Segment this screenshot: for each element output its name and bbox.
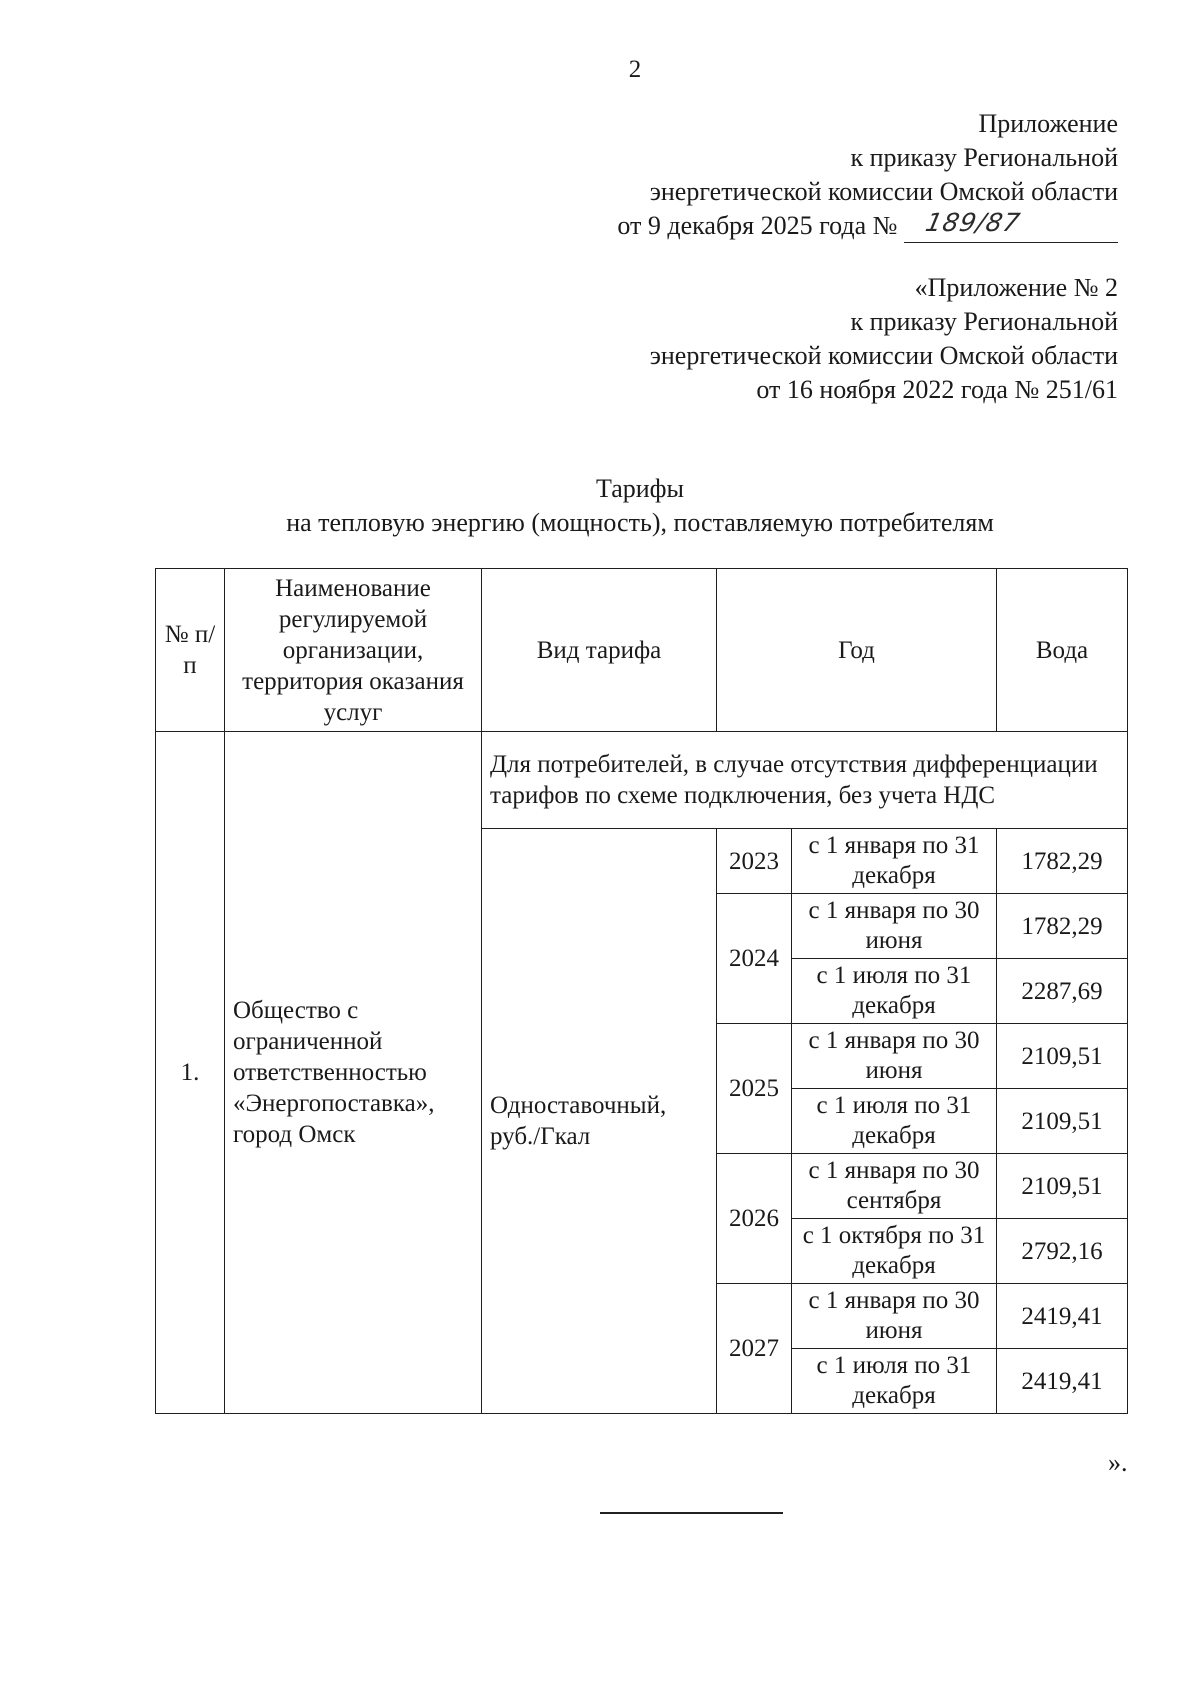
header-water: Вода: [997, 569, 1128, 732]
ref-appendix-label: «Приложение № 2: [914, 273, 1118, 302]
period-cell: с 1 июля по 31 декабря: [792, 1349, 997, 1414]
header-number: № п/п: [156, 569, 225, 732]
order-number-handwritten: 189/87: [923, 208, 1024, 237]
ref-appendix-order-ref: к приказу Региональной: [850, 307, 1118, 336]
tariff-value: 2287,69: [997, 959, 1128, 1024]
order-number-field: [904, 208, 1118, 243]
title-subtitle: на тепловую энергию (мощность), поставляемую потребителям: [286, 508, 994, 537]
ref-appendix-commission: энергетической комиссии Омской области: [649, 341, 1118, 370]
appendix-order-ref: к приказу Региональной: [850, 143, 1118, 172]
period-cell: с 1 января по 30 июня: [792, 894, 997, 959]
period-cell: с 1 октября по 31 декабря: [792, 1219, 997, 1284]
table-header-row: [156, 569, 1128, 732]
ref-appendix-date: от 16 ноября 2022 года № 251/61: [756, 375, 1118, 404]
closing-quote: ».: [1108, 1448, 1128, 1477]
tariff-value: 2419,41: [997, 1284, 1128, 1349]
tariffs-table: [155, 568, 1128, 1414]
title-main: Тарифы: [595, 474, 684, 503]
tariff-type: Одноставочный, руб./Гкал: [482, 829, 717, 1414]
document-title: [150, 472, 1130, 540]
period-cell: с 1 января по 31 декабря: [792, 829, 997, 894]
year-cell: 2026: [717, 1154, 792, 1284]
tariff-value: 1782,29: [997, 894, 1128, 959]
page-number: 2: [628, 56, 642, 83]
end-divider: [600, 1512, 783, 1514]
period-cell: с 1 июля по 31 декабря: [792, 959, 997, 1024]
year-cell: 2025: [717, 1024, 792, 1154]
header-tariff-type: Вид тарифа: [482, 569, 717, 732]
period-cell: с 1 января по 30 июня: [792, 1024, 997, 1089]
year-cell: 2024: [717, 894, 792, 1024]
header-organization: Наименование регулируемой организации, территория оказания услуг: [225, 569, 482, 732]
appendix-date: от 9 декабря 2025 года №: [617, 211, 898, 240]
appendix-commission: энергетической комиссии Омской области: [649, 177, 1118, 206]
header-year: Год: [717, 569, 997, 732]
row-number: 1.: [156, 732, 225, 1414]
organization-name: Общество с ограниченной ответственностью «Энергопоставка», город Омск: [225, 732, 482, 1414]
tariff-value: 2419,41: [997, 1349, 1128, 1414]
period-cell: с 1 января по 30 сентября: [792, 1154, 997, 1219]
year-cell: 2027: [717, 1284, 792, 1414]
year-cell: 2023: [717, 829, 792, 894]
appendix-label: Приложение: [978, 109, 1118, 138]
referenced-appendix: [650, 271, 1118, 407]
tariff-value: 2792,16: [997, 1219, 1128, 1284]
tariff-value: 1782,29: [997, 829, 1128, 894]
period-cell: с 1 января по 30 июня: [792, 1284, 997, 1349]
tariff-value: 2109,51: [997, 1089, 1128, 1154]
consumer-note: Для потребителей, в случае отсутствия дифференциации тарифов по схеме подключения, без учета НДС: [482, 732, 1128, 829]
tariff-value: 2109,51: [997, 1154, 1128, 1219]
table-row: [156, 732, 1128, 829]
period-cell: с 1 июля по 31 декабря: [792, 1089, 997, 1154]
tariff-value: 2109,51: [997, 1024, 1128, 1089]
appendix-date-line: [617, 209, 1118, 243]
appendix-header: [617, 107, 1118, 243]
